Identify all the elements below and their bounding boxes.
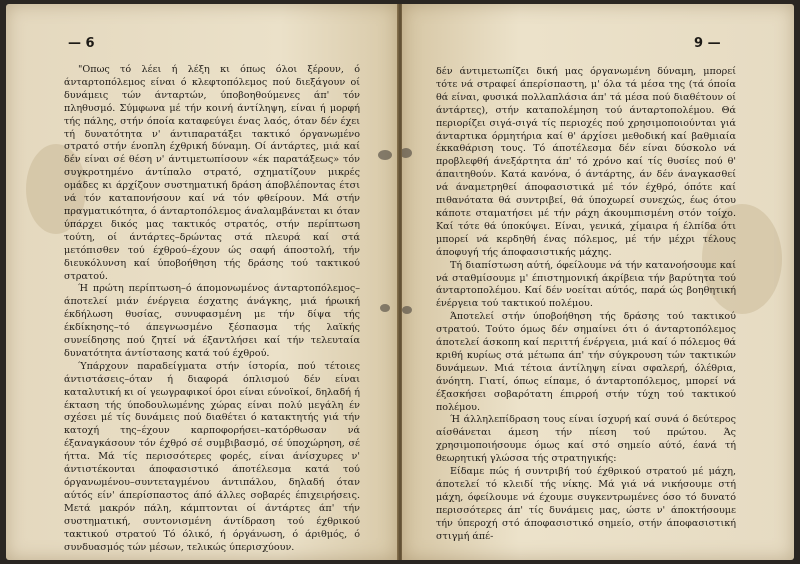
left-paragraph-3: Ύπάρχουν παραδείγματα στήν ίστορία, πού τέτοιες άντιστάσεις–όταν ή διαφορά όπλισμού δέν είναι καταλυτική κι οί γεωγραφικοί όροι είναι εύνοϊκοί, δηλαδή ή έκταση τής ύποδουλωμένης χώρας είναι πολύ μεγάλη έν σχέσει μέ τίς δυνάμεις πού διαθέτει ό κατακτητής γιά τήν κατοχή της–έχουν καρποφορήσει–κατόρθωσαν νά έξαναγκάσουν τόν έχθρό σέ συμβιβασμό, σέ ύποχώρηση, σέ ήττα. Μά τίς περισσότερες φορές, είναι άνίσχυρες ν' άντιστέκονται άποφασιστικό άποτέλεσμα κατά τού όργανωμένου–συντεταγμένου άντιπάλου, δηλαδή όταν αύτός είν' άπερίσπαστος άπό άλλες σοβαρές έπιχειρήσεις. Μετά μακρόν πάλη, κάμπτονται οί άντάρτες άπ' τήν συστηματική, συντονισμένη άντίδραση τού έχθρικού τακτικού στρατού Τό όλικό, ή όργάνωση, ό άριθμός, ό συνδυασμός τών μέσων, τελικώς ύπερισχύουν. [64, 360, 360, 553]
left-page-number: — 6 [68, 36, 95, 51]
right-paragraph-2: Τή διαπίστωση αύτή, όφείλουμε νά τήν κατανοήσουμε καί νά σταθμίσουμε μ' έπιστημονική άκρίβεια τήν βαρύτητα τού άνταρτοπολέμου. Καί δέν νοείται αύτός, παρά ώς βοηθητική ένέργεια τού τακτικού πολέμου. [436, 259, 736, 310]
ink-stain [380, 304, 390, 312]
right-paragraph-5: Είδαμε πώς ή συντριβή τού έχθρικού στρατού μέ μάχη, άποτελεί τό κλειδί τής νίκης. Μά γιά νά νικήσουμε στή μάχη, όφείλουμε νά έχουμε συγκεντρωμένες όσο τό δυνατό περισσότερες άπ' τίς δυνάμεις μας, ώστε ν' άποκτήσουμε τήν ύπεροχή στό άποφασιστικό σημείο, στήν άποφασιστική στιγμή άπέ- [436, 466, 736, 542]
right-page-body [436, 66, 736, 544]
left-paragraph-2: Ή πρώτη περίπτωση–ό άπομονωμένος άνταρτοπόλεμος–άποτελεί μιάν ένέργεια έσχατης άνάγκης, μιά ήρωική έκδήλωση θυσίας, συνυφασμένη με τήν δίψα τής έκδίκησης–τό άπεγνωσμένο ξέσπασμα τής λαϊκής συνείδησης πού ζητεί νά έξαντλήσει καί τήν τελευταία δυνατότητα άντίστασης κατά τού έχθρού. [64, 283, 360, 359]
ink-stain [402, 148, 412, 158]
ink-stain [402, 306, 412, 314]
right-paragraph-4: Ή άλληλεπίδραση τους είναι ίσχυρή καί συνά ό δεύτερος αίσθάνεται άμεση τήν πίεση τού πρώτου. Άς χρησιμοποιήσουμε όμως καί στό σημείο αύτό, έανά τή θεωρητική γλώσσα τής στρατηγικής: [436, 414, 736, 465]
right-paragraph-3: Άποτελεί στήν ύποβοήθηση τής δράσης τού τακτικού στρατού. Τούτο όμως δέν σημαίνει ότι ό άνταρτοπόλεμος άποτελεί άσκοπη καί περιττή ένέργεια, μιά καί ό πόλεμος θά κριθή κυρίως στά μέτωπα άπ' τήν σύγκρουση τών τακτικών δυνάμεων. Μιά τέτοια άντίληψη είναι σφαλερή, όλέθρια, άνόητη. Γιατί, όπως είπαμε, ό άνταρτοπόλεμος, μπορεί νά έξασκήσει σοβαρότατη έπιρροή στήν τύχη τού τακτικού πολέμου. [436, 311, 736, 413]
right-page-number: 9 — [694, 36, 721, 51]
left-page [6, 4, 398, 560]
right-page [402, 4, 794, 560]
left-paragraph-1: "Οπως τό λέει ή λέξη κι όπως όλοι ξέρουν, ό άνταρτοπόλεμος είναι ό κλεφτοπόλεμος πού διεξάγουν οί δυνάμεις τών άνταρτών, ύποβοηθούμενες άπ' τόν πληθυσμό. Σύμφωνα μέ τήν κοινή άντίληψη, είναι ή μορφή τής πάλης, στήν όποία καταφεύγει ένας λαός, όταν δέν έχει τή δυνατότητα ν' άντιπαρατάξει τακτικό όργανωμένο στρατό στήν ένοπλη έχθρική δύναμη. Οί άντάρτες, μιά καί δέν είναι σέ θέση ν' άντιμετωπίσουν «έκ παρατάξεως» τόν συγκροτημένο άντίπαλο στρατό, σχηματίζουν μικρές ομάδες κι άρχίζουν συστηματική δράση άποβλέποντας έτσι νά τόν καταπονήσουν καί νά τόν φθείρουν. Μά στήν πραγματικότητα, ό άνταρτοπόλεμος άναλαμβάνεται κι όταν ύπάρχει δικός μας τακτικός στρατός, στήν περίπτωση τούτη, οί άντάρτες–δρώντας στά πλευρά καί στά μετόπισθεν τού έχθρού–έχουν ώς σαφή άποστολή, τήν διευκόλυνση καί ύποβοήθηση τής δράσης τού τακτικού στρατού. [64, 64, 360, 282]
ink-stain [378, 150, 392, 160]
left-page-body [64, 64, 360, 554]
right-paragraph-1: δέν άντιμετωπίζει δική μας όργανωμένη δύναμη, μπορεί τότε νά στραφεί άπερίσπαστη, μ' όλα τά μέσα της (τά όποία θά είναι, φυσικά πολλαπλάσια άπ' τά μέσα πού διαθέτουν οί άντάρτες), στήν καταπολέμηση τού άνταρτοπολέμου. Θά περιορίζει σιγά-σιγά τίς περιοχές πού χρησιμοποιούνται γιά άνταρτικα όρμητήρια καί θ' άρχίσει μεθοδική καί βαθμιαία έκκαθάριση τους. Τό άποτέλεσμα δέν είναι δύσκολο νά προβλεφθή άνεξάρτητα άπ' τό χρόνο καί τίς θυσίες πού θ' άπαιτηθούν. Κατά κανόνα, ό άντάρτης, άν δέν άναγκασθεί νά άναμετρηθεί άποφασιστικά μέ τόν έχθρό, όπότε καί πιθανότατα θά συντριβεί, θά ύποχωρεί συνεχώς, έως ότου κάποτε σταματήσει μέ τήν ράχη άκουμπισμένη στόν τοίχο. Καί τότε θά ύποκύψει. Είναι, γενικά, χίμαιρα ή έλπίδα ότι μπορεί νά κερδηθή ένας πόλεμος, μέ τήν μέχρι τέλους άποφυγή τής άποφασιστικής μάχης. [436, 66, 736, 258]
